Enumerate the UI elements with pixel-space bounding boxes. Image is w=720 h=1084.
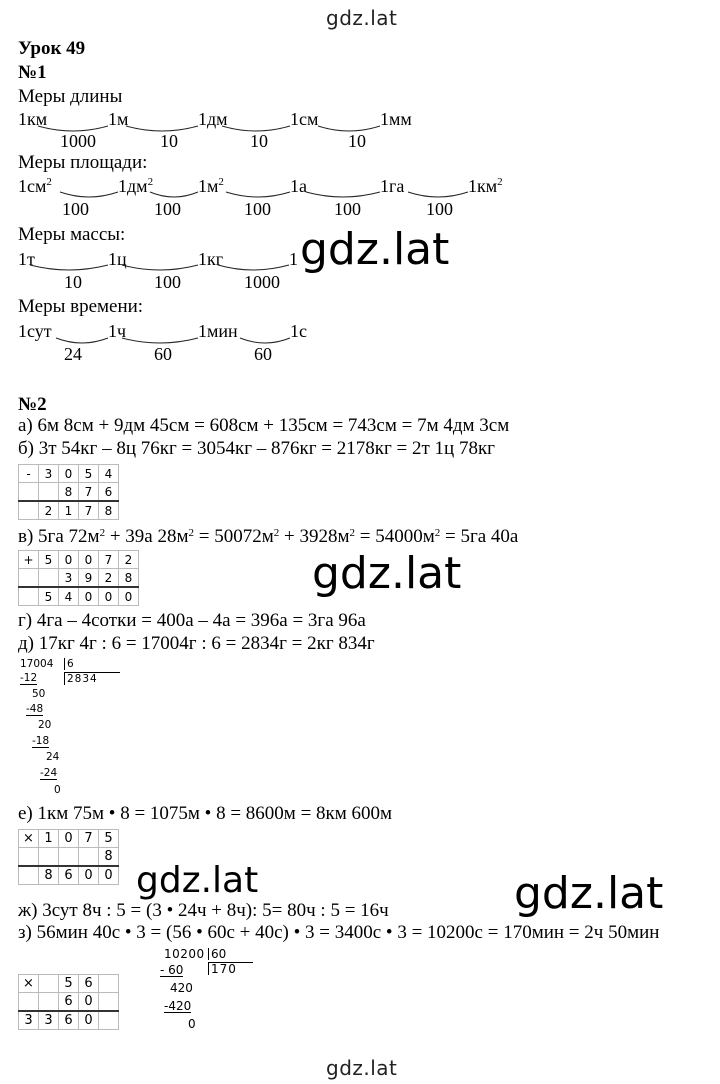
time-unit-min: 1мин	[198, 321, 238, 341]
cell: 5	[39, 587, 59, 606]
cell: 8	[99, 501, 119, 520]
cell: 8	[59, 483, 79, 502]
area-factor-5: 100	[426, 199, 453, 219]
cell: 0	[59, 830, 79, 848]
exercise-1-number: №1	[18, 62, 47, 83]
division-step: -12	[20, 672, 38, 684]
cell: ×	[19, 830, 39, 848]
time-title: Меры времени:	[18, 296, 144, 317]
mass-unit-kg: 1кг	[198, 249, 224, 269]
ex2-b: б) 3т 54кг – 8ц 76кг = 3054кг – 876кг = 2178кг = 2т 1ц 78кг	[18, 438, 495, 459]
time-unit-hour: 1ч	[108, 321, 127, 341]
length-unit-km: 1км	[18, 109, 48, 129]
ex2-z: з) 56мин 40с • 3 = (56 • 60с + 40с) • 3 = 3400с • 3 = 10200с = 170мин = 2ч 50мин	[18, 922, 660, 943]
exercise-2-number: №2	[18, 394, 47, 415]
cell	[39, 848, 59, 867]
ex2-v: в) 5га $72м^2 + 39а$ $28м^2 = 50072м^2 + 3928м^2 = 54000м^2 = 5га$ 40а	[18, 526, 519, 547]
cell: 2	[119, 551, 139, 569]
length-arc-3	[222, 126, 290, 131]
mass-title: Меры массы:	[18, 224, 126, 245]
cell: 5	[39, 551, 59, 569]
ex2-e-multiplication-table	[18, 829, 119, 885]
cell	[99, 1011, 119, 1030]
ex2-e: е) 1км 75м • 8 = 1075м • 8 = 8600м = 8км 600м	[18, 803, 393, 824]
area-arc-4	[306, 192, 380, 197]
mass-arc-1	[30, 265, 108, 270]
time-arc-3	[240, 338, 290, 343]
area-factor-1: 100	[62, 199, 89, 219]
cell: 5	[79, 465, 99, 483]
area-arc-5	[408, 192, 468, 197]
lesson-title: Урок 49	[18, 38, 86, 59]
cell	[19, 866, 39, 885]
cell: 6	[59, 993, 79, 1012]
cell: 4	[99, 465, 119, 483]
cell: 0	[79, 587, 99, 606]
cell: 2	[39, 501, 59, 520]
ex2-zh: ж) 3сут 8ч : 5 = (3 • 24ч + 8ч): 5= 80ч : 5 = 16ч	[18, 900, 389, 921]
cell: 3	[59, 569, 79, 588]
length-factor-2: 10	[160, 131, 178, 151]
cell: 3	[19, 1011, 39, 1030]
cell	[39, 569, 59, 588]
time-unit-day: 1сут	[18, 321, 52, 341]
cell: 9	[79, 569, 99, 588]
watermark-large-3: gdz.lat	[514, 868, 664, 919]
division-step: 420	[170, 981, 193, 995]
cell: 8	[99, 848, 119, 867]
area-factor-3: 100	[244, 199, 271, 219]
cell: 7	[79, 501, 99, 520]
cell: 3	[39, 465, 59, 483]
length-factor-3: 10	[250, 131, 268, 151]
mass-unit-g-partial: 1	[289, 249, 298, 269]
area-title: Меры площади:	[18, 152, 148, 173]
time-factor-3: 60	[254, 344, 272, 364]
length-unit-dm: 1дм	[198, 109, 228, 129]
cell	[19, 569, 39, 588]
area-unit-km2: $1км^2$	[468, 176, 503, 196]
cell: 6	[79, 975, 99, 993]
division-step: -48	[26, 703, 44, 715]
mass-arc-2	[122, 265, 198, 270]
time-arc-1	[56, 338, 108, 343]
cell: 0	[119, 587, 139, 606]
ex2-b-subtraction-table	[18, 464, 119, 520]
division-step: - 60	[160, 963, 184, 977]
cell: 0	[59, 465, 79, 483]
division-divisor: 60	[208, 948, 226, 960]
cell: 2	[99, 569, 119, 588]
mass-arc-3	[218, 265, 289, 270]
cell: 0	[99, 866, 119, 885]
area-unit-ga: 1га	[380, 176, 405, 196]
watermark-large-4: gdz.lat	[130, 860, 264, 901]
mass-factor-3: 1000	[244, 272, 280, 292]
area-arc-3	[226, 192, 290, 197]
area-arc-2	[150, 192, 198, 197]
mass-factor-2: 100	[154, 272, 181, 292]
mass-unit-t: 1т	[18, 249, 35, 269]
cell: 6	[99, 483, 119, 502]
watermark-top: gdz.lat	[326, 6, 398, 30]
cell: 0	[79, 551, 99, 569]
cell: 8	[39, 866, 59, 885]
cell: 6	[59, 1011, 79, 1030]
cell: 0	[79, 1011, 99, 1030]
division-dividend: 17004	[20, 658, 54, 670]
division-step: 24	[46, 751, 60, 763]
cell	[39, 993, 59, 1012]
cell: ×	[19, 975, 39, 993]
cell	[59, 848, 79, 867]
cell	[19, 587, 39, 606]
cell: 4	[59, 587, 79, 606]
cell: +	[19, 551, 39, 569]
length-unit-mm: 1мм	[380, 109, 412, 129]
division-step: 0	[188, 1017, 196, 1031]
watermark-bottom: gdz.lat	[326, 1056, 398, 1080]
division-step: -24	[40, 767, 58, 779]
area-factor-4: 100	[334, 199, 361, 219]
division-step: -420	[164, 999, 192, 1013]
area-factor-2: 100	[154, 199, 181, 219]
division-step: -18	[32, 735, 50, 747]
length-factor-1: 1000	[60, 131, 96, 151]
conversion-arcs	[0, 0, 720, 380]
mass-unit-c: 1ц	[108, 249, 127, 269]
division-quotient: 2834	[64, 672, 120, 685]
cell: 7	[79, 830, 99, 848]
area-unit-dm2: $1дм^2$	[118, 176, 154, 196]
cell: 6	[59, 866, 79, 885]
ex2-z-multiplication-table	[18, 974, 119, 1030]
cell: 0	[99, 587, 119, 606]
cell	[99, 993, 119, 1012]
cell	[19, 993, 39, 1012]
mass-factor-1: 10	[64, 272, 82, 292]
cell: 8	[119, 569, 139, 588]
cell: 0	[79, 866, 99, 885]
length-arc-4	[318, 126, 380, 131]
division-quotient: 170	[208, 962, 253, 975]
cell	[19, 483, 39, 502]
division-step: 0	[54, 784, 61, 796]
ex2-g: г) 4га – 4сотки = 400а – 4а = 396а = 3га 96а	[18, 610, 366, 631]
division-step: 20	[38, 719, 52, 731]
cell: 1	[59, 501, 79, 520]
area-unit-m2: $1м^2$	[198, 176, 224, 196]
cell: 7	[99, 551, 119, 569]
cell: 7	[79, 483, 99, 502]
cell: 5	[99, 830, 119, 848]
length-unit-m: 1м	[108, 109, 129, 129]
ex2-v-addition-table	[18, 550, 139, 606]
ex2-d: д) 17кг 4г : 6 = 17004г : 6 = 2834г = 2кг 834г	[18, 633, 375, 654]
time-unit-sec: 1с	[290, 321, 307, 341]
area-unit-cm2: $1см^2$	[18, 176, 52, 196]
area-arc-1	[60, 192, 118, 197]
area-unit-a: 1а	[290, 176, 307, 196]
cell	[39, 975, 59, 993]
length-factor-4: 10	[348, 131, 366, 151]
division-step: 50	[32, 688, 46, 700]
length-arc-2	[126, 126, 198, 131]
ex2-a: а) 6м 8см + 9дм 45см = 608см + 135см = 743см = 7м 4дм 3см	[18, 415, 510, 436]
cell: -	[19, 465, 39, 483]
cell	[79, 848, 99, 867]
length-title: Меры длины	[18, 86, 123, 107]
length-unit-cm: 1см	[290, 109, 319, 129]
cell	[19, 848, 39, 867]
cell	[19, 501, 39, 520]
division-dividend: 10200	[164, 947, 205, 961]
time-factor-1: 24	[64, 344, 82, 364]
division-divisor: 6	[64, 658, 74, 670]
cell: 1	[39, 830, 59, 848]
time-arc-2	[122, 338, 198, 343]
cell	[39, 483, 59, 502]
cell: 5	[59, 975, 79, 993]
time-factor-2: 60	[154, 344, 172, 364]
cell: 0	[79, 993, 99, 1012]
cell: 3	[39, 1011, 59, 1030]
watermark-large-2: gdz.lat	[312, 548, 462, 599]
watermark-large-1: gdz.lat	[300, 224, 450, 275]
length-arc-1	[38, 126, 108, 131]
cell: 0	[59, 551, 79, 569]
cell	[99, 975, 119, 993]
